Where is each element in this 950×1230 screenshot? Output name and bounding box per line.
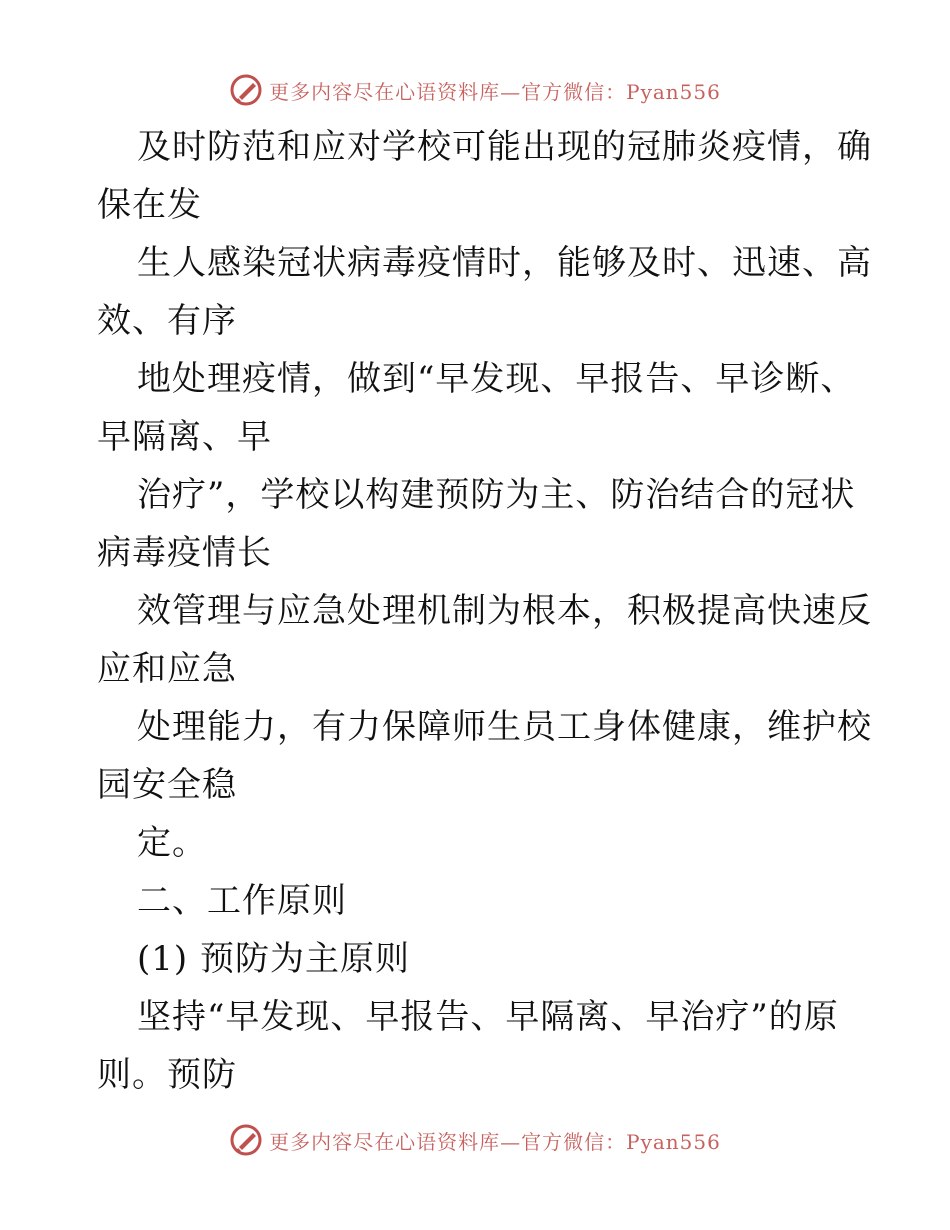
text-line: 病毒疫情长	[97, 533, 272, 573]
subsection-heading: (1) 预防为主原则	[137, 939, 410, 979]
text-line: 园安全稳	[97, 765, 237, 805]
text-line: 坚持“早发现、早报告、早隔离、早治疗”的原	[137, 997, 839, 1037]
text-line: 则。预防	[97, 1055, 237, 1095]
pen-logo-icon	[229, 73, 263, 107]
text-line: 应和应急	[97, 649, 237, 689]
pen-logo-icon	[229, 1123, 263, 1157]
text-line: 效、有序	[97, 301, 237, 341]
text-line: 早隔离、早	[97, 417, 272, 457]
document-body	[97, 118, 872, 1104]
watermark-text: 更多内容尽在心语资料库—官方微信：Pyan556	[269, 79, 721, 104]
text-line: 效管理与应急处理机制为根本，积极提高快速反	[137, 591, 872, 631]
text-line: 及时防范和应对学校可能出现的冠肺炎疫情，确	[137, 127, 872, 167]
text-line: 地处理疫情，做到“早发现、早报告、早诊断、	[137, 359, 856, 399]
text-line: 生人感染冠状病毒疫情时，能够及时、迅速、高	[137, 243, 872, 283]
text-line: 治疗”，学校以构建预防为主、防治结合的冠状	[137, 475, 856, 515]
text-line: 定。	[137, 823, 207, 863]
footer-watermark	[0, 1120, 950, 1160]
section-heading: 二、工作原则	[137, 881, 347, 921]
watermark-text: 更多内容尽在心语资料库—官方微信：Pyan556	[269, 1129, 721, 1154]
text-line: 处理能力，有力保障师生员工身体健康，维护校	[137, 707, 872, 747]
header-watermark	[0, 70, 950, 110]
text-line: 保在发	[97, 185, 202, 225]
